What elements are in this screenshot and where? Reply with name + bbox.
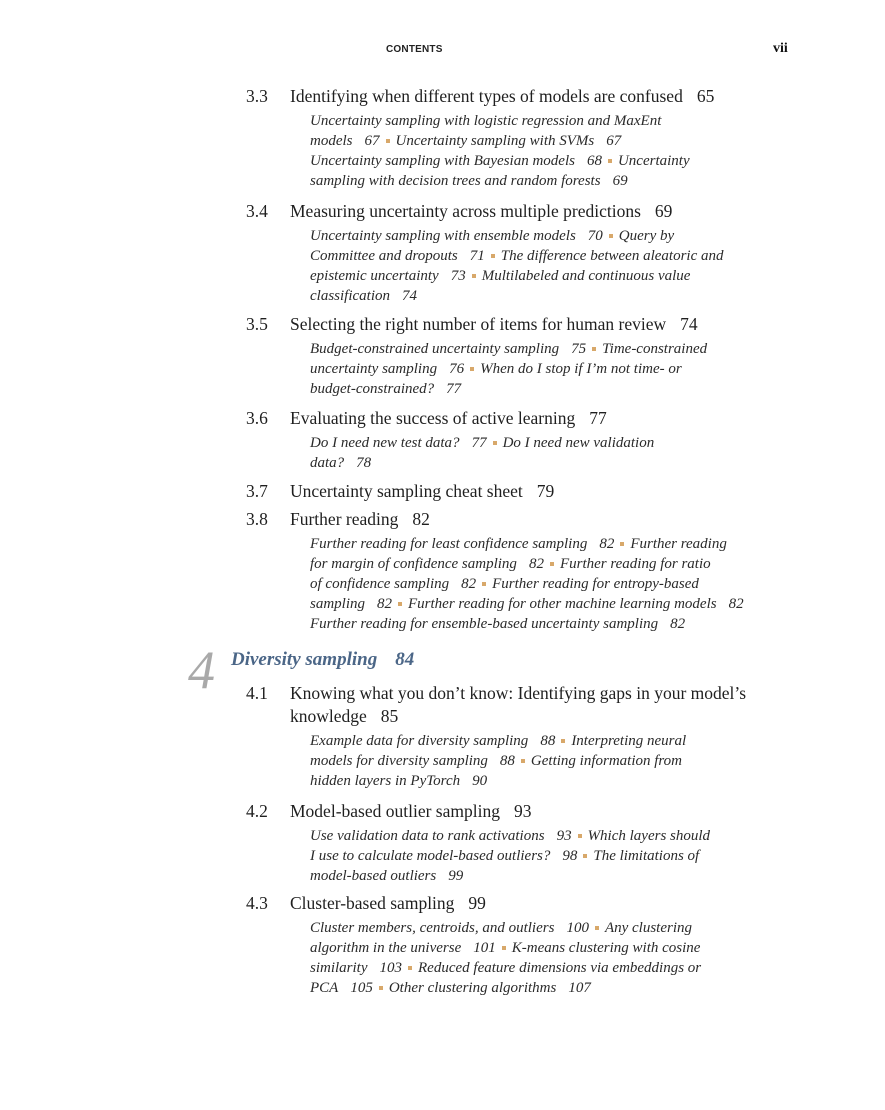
subsection-title[interactable]: The limitations of <box>593 848 700 864</box>
subsection-title[interactable]: Do I need new validation <box>502 435 655 451</box>
subsection-line <box>310 246 800 266</box>
toc-section <box>0 313 885 397</box>
subsection-line <box>310 534 800 554</box>
separator-square-icon <box>609 234 613 238</box>
subsection-title[interactable]: Do I need new test data? <box>310 435 460 451</box>
section-title: Further reading 82 <box>290 509 430 529</box>
separator-square-icon <box>608 159 612 163</box>
separator-square-icon <box>578 834 582 838</box>
subsection-title[interactable]: hidden layers in PyTorch <box>310 773 461 789</box>
subsection-title[interactable]: The difference between aleatoric and <box>500 248 724 264</box>
subsection-page: 70 <box>587 228 603 244</box>
subsection-line <box>310 111 800 131</box>
subsection-title[interactable]: Further reading for ensemble-based uncertainty sampling <box>310 616 659 632</box>
running-header-title: CONTENTS <box>386 44 443 55</box>
subsection-line <box>310 958 800 978</box>
subsection-list <box>310 433 800 473</box>
subsection-line <box>310 171 800 191</box>
subsection-line <box>310 554 800 574</box>
section-heading-link[interactable] <box>0 682 885 705</box>
subsection-page: 101 <box>473 940 496 956</box>
subsection-list <box>310 534 800 634</box>
subsection-page: 107 <box>568 980 591 996</box>
subsection-line <box>310 731 800 751</box>
subsection-title[interactable]: Uncertainty sampling with SVMs <box>395 133 595 149</box>
subsection-title[interactable]: PCA <box>310 980 339 996</box>
subsection-page: 71 <box>469 248 485 264</box>
subsection-list <box>310 826 800 886</box>
separator-square-icon <box>379 986 383 990</box>
subsection-page: 82 <box>599 536 615 552</box>
subsection-page: 82 <box>377 596 393 612</box>
toc-section <box>0 407 885 471</box>
section-page: 99 <box>468 893 486 913</box>
section-heading-link[interactable] <box>0 85 885 108</box>
subsection-title[interactable]: budget-constrained? <box>310 381 435 397</box>
toc-section <box>0 85 885 189</box>
separator-square-icon <box>595 926 599 930</box>
subsection-title[interactable]: Uncertainty sampling with ensemble models <box>310 228 576 244</box>
subsection-title[interactable]: Time-constrained <box>602 341 708 357</box>
subsection-page: 73 <box>450 268 466 284</box>
subsection-page: 93 <box>556 828 572 844</box>
chapter-title: Diversity sampling <box>231 649 378 670</box>
section-title: Knowing what you don’t know: Identifying gaps in your model’s <box>290 683 747 703</box>
chapter-page: 84 <box>395 649 415 670</box>
separator-square-icon <box>561 739 565 743</box>
toc-section <box>0 480 885 503</box>
section-title-continued: knowledge 85 <box>290 706 399 726</box>
subsection-line <box>310 614 800 634</box>
subsection-line <box>310 359 800 379</box>
subsection-line <box>310 433 800 453</box>
separator-square-icon <box>472 274 476 278</box>
subsection-page: 100 <box>566 920 589 936</box>
subsection-line <box>310 846 800 866</box>
separator-square-icon <box>408 966 412 970</box>
subsection-page: 98 <box>562 848 578 864</box>
subsection-title[interactable]: sampling <box>310 596 366 612</box>
subsection-title[interactable]: models <box>310 133 353 149</box>
subsection-title[interactable]: Use validation data to rank activations <box>310 828 545 844</box>
subsection-title[interactable]: Uncertainty sampling with logistic regression and MaxEnt <box>310 113 662 129</box>
section-number: 3.3 <box>246 86 268 106</box>
section-number: 4.2 <box>246 801 268 821</box>
subsection-page: 99 <box>448 868 464 884</box>
subsection-line <box>310 771 800 791</box>
subsection-title[interactable]: Further reading for other machine learning models <box>408 596 717 612</box>
section-number: 3.4 <box>246 201 268 221</box>
section-title: Cluster-based sampling 99 <box>290 893 486 913</box>
subsection-title[interactable]: Further reading <box>630 536 727 552</box>
subsection-page: 88 <box>540 733 556 749</box>
subsection-line <box>310 574 800 594</box>
section-title: Uncertainty sampling cheat sheet 79 <box>290 481 555 501</box>
subsection-page: 67 <box>364 133 380 149</box>
separator-square-icon <box>521 759 525 763</box>
separator-square-icon <box>493 441 497 445</box>
section-heading-link[interactable] <box>0 480 885 503</box>
subsection-title[interactable]: data? <box>310 455 345 471</box>
subsection-line <box>310 751 800 771</box>
subsection-page: 82 <box>728 596 744 612</box>
subsection-line <box>310 226 800 246</box>
subsection-page: 67 <box>606 133 622 149</box>
subsection-title[interactable]: Example data for diversity sampling <box>310 733 529 749</box>
subsection-title[interactable]: Which layers should <box>587 828 711 844</box>
toc-section <box>0 800 885 884</box>
subsection-list <box>310 226 800 306</box>
subsection-page: 88 <box>499 753 515 769</box>
subsection-line <box>310 453 800 473</box>
subsection-title[interactable]: Further reading for least confidence sampling <box>310 536 588 552</box>
section-title: Identifying when different types of models are confused 65 <box>290 86 715 106</box>
chapter-title-link[interactable] <box>231 648 414 672</box>
separator-square-icon <box>620 542 624 546</box>
section-number: 3.7 <box>246 481 268 501</box>
subsection-page: 90 <box>472 773 488 789</box>
separator-square-icon <box>592 347 596 351</box>
subsection-title[interactable]: Query by <box>618 228 675 244</box>
subsection-line <box>310 131 800 151</box>
subsection-title[interactable]: sampling with decision trees and random forests <box>310 173 601 189</box>
subsection-line <box>310 151 800 171</box>
subsection-line <box>310 826 800 846</box>
section-page: 79 <box>536 481 555 501</box>
subsection-line <box>310 866 800 886</box>
section-heading-link[interactable] <box>0 892 885 915</box>
subsection-page: 69 <box>612 173 628 189</box>
subsection-title[interactable]: Multilabeled and continuous value <box>481 268 691 284</box>
subsection-title[interactable]: model-based outliers <box>310 868 437 884</box>
section-page: 85 <box>380 706 399 726</box>
section-title: Model-based outlier sampling 93 <box>290 801 532 821</box>
subsection-title[interactable]: Further reading for entropy-based <box>492 576 699 592</box>
subsection-line <box>310 339 800 359</box>
section-number: 3.6 <box>246 408 268 428</box>
subsection-line <box>310 379 800 399</box>
subsection-title[interactable]: Further reading for ratio <box>559 556 711 572</box>
subsection-page: 82 <box>670 616 686 632</box>
separator-square-icon <box>550 562 554 566</box>
subsection-title[interactable]: for margin of confidence sampling <box>310 556 517 572</box>
subsection-line <box>310 938 800 958</box>
subsection-page: 77 <box>471 435 487 451</box>
subsection-list <box>310 918 800 998</box>
section-title: Measuring uncertainty across multiple predictions 69 <box>290 201 673 221</box>
section-number: 3.5 <box>246 314 268 334</box>
section-number: 4.1 <box>246 683 268 703</box>
section-heading-link[interactable] <box>0 508 885 531</box>
section-page: 93 <box>513 801 532 821</box>
toc-section <box>0 200 885 304</box>
subsection-title[interactable]: models for diversity sampling <box>310 753 488 769</box>
subsection-page: 68 <box>586 153 602 169</box>
section-title: Selecting the right number of items for human review 74 <box>290 314 698 334</box>
section-heading-continued[interactable] <box>0 705 885 728</box>
subsection-page: 78 <box>356 455 372 471</box>
subsection-page: 75 <box>571 341 587 357</box>
subsection-page: 77 <box>446 381 462 397</box>
subsection-page: 76 <box>449 361 465 377</box>
running-header-page-number: vii <box>773 41 788 56</box>
toc-section <box>0 682 885 789</box>
separator-square-icon <box>502 946 506 950</box>
subsection-title[interactable]: Committee and dropouts <box>310 248 458 264</box>
section-page: 77 <box>589 408 607 428</box>
subsection-line <box>310 594 800 614</box>
section-heading-link[interactable] <box>0 200 885 223</box>
section-heading-link[interactable] <box>0 800 885 823</box>
subsection-title[interactable]: Reduced feature dimensions via embeddings or <box>418 960 702 976</box>
section-heading-link[interactable] <box>0 407 885 430</box>
section-title: Evaluating the success of active learning 77 <box>290 408 607 428</box>
subsection-line <box>310 266 800 286</box>
subsection-page: 82 <box>528 556 544 572</box>
separator-square-icon <box>482 582 486 586</box>
section-number: 3.8 <box>246 509 268 529</box>
subsection-title[interactable]: K-means clustering with cosine <box>511 940 701 956</box>
subsection-title[interactable]: I use to calculate model-based outliers? <box>310 848 551 864</box>
subsection-title[interactable]: Getting information from <box>530 753 683 769</box>
separator-square-icon <box>583 854 587 858</box>
separator-square-icon <box>491 254 495 258</box>
subsection-line <box>310 286 800 306</box>
subsection-page: 105 <box>350 980 373 996</box>
subsection-line <box>310 978 800 998</box>
toc-section <box>0 508 885 632</box>
subsection-title[interactable]: Uncertainty <box>617 153 690 169</box>
subsection-line <box>310 918 800 938</box>
subsection-title[interactable]: When do I stop if I’m not time- or <box>480 361 682 377</box>
section-page: 74 <box>680 314 698 334</box>
separator-square-icon <box>470 367 474 371</box>
subsection-page: 82 <box>461 576 477 592</box>
subsection-list <box>310 111 800 191</box>
subsection-title[interactable]: Any clustering <box>604 920 693 936</box>
subsection-title[interactable]: of confidence sampling <box>310 576 450 592</box>
subsection-title[interactable]: classification <box>310 288 390 304</box>
section-page: 69 <box>654 201 673 221</box>
chapter-number: 4 <box>188 640 215 700</box>
subsection-title[interactable]: Budget-constrained uncertainty sampling <box>310 341 560 357</box>
subsection-title[interactable]: uncertainty sampling <box>310 361 438 377</box>
subsection-page: 74 <box>402 288 417 304</box>
subsection-title[interactable]: algorithm in the universe <box>310 940 462 956</box>
subsection-title[interactable]: Other clustering algorithms <box>388 980 557 996</box>
subsection-title[interactable]: Cluster members, centroids, and outliers <box>310 920 555 936</box>
toc-section <box>0 892 885 996</box>
subsection-title[interactable]: epistemic uncertainty <box>310 268 439 284</box>
subsection-title[interactable]: Uncertainty sampling with Bayesian models <box>310 153 575 169</box>
separator-square-icon <box>398 602 402 606</box>
subsection-page: 103 <box>379 960 403 976</box>
subsection-title[interactable]: similarity <box>310 960 368 976</box>
subsection-list <box>310 731 800 791</box>
section-page: 65 <box>696 86 715 106</box>
subsection-title[interactable]: Interpreting neural <box>571 733 687 749</box>
section-heading-link[interactable] <box>0 313 885 336</box>
section-number: 4.3 <box>246 893 268 913</box>
separator-square-icon <box>386 139 390 143</box>
subsection-list <box>310 339 800 399</box>
section-page: 82 <box>412 509 430 529</box>
